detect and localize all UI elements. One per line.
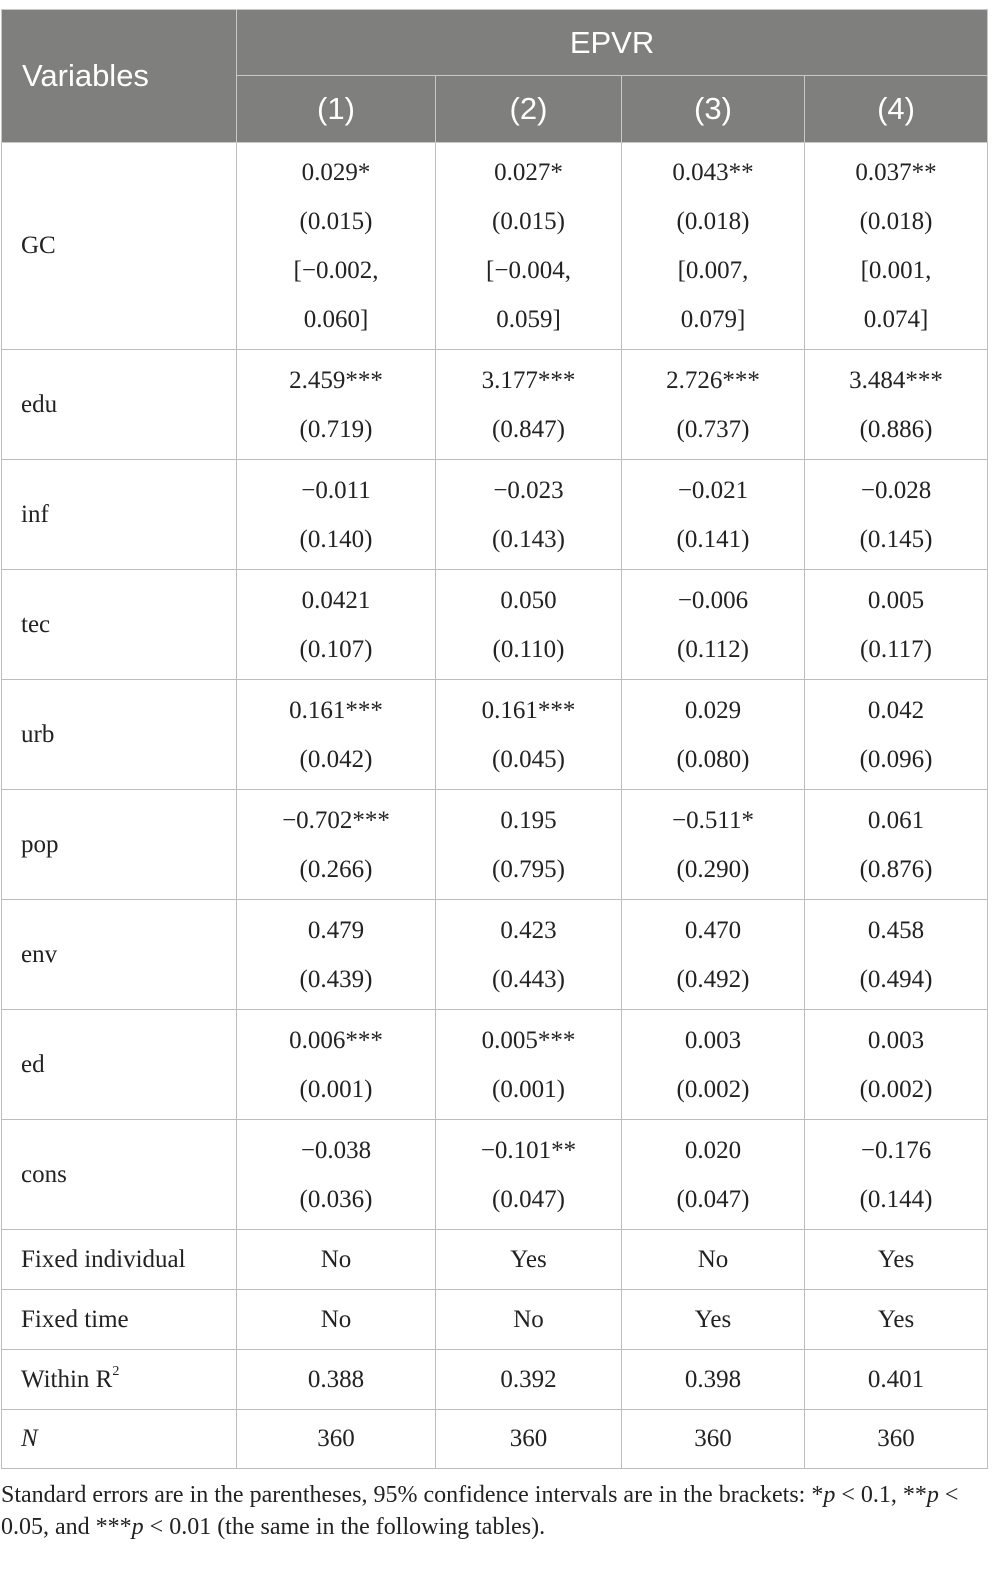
table-cell [622, 680, 805, 790]
standard-error: (0.036) [299, 1185, 373, 1213]
table-cell: 0.401 [805, 1350, 988, 1410]
coefficient: 0.043** [672, 159, 754, 186]
coefficient: 0.005*** [481, 1026, 576, 1054]
table-cell [805, 1010, 988, 1120]
row-label: tec [2, 570, 237, 680]
coefficient: −0.038 [300, 1136, 372, 1164]
confidence-interval-lower: [0.007, [677, 257, 749, 284]
group-header-epvr: EPVR [237, 10, 988, 76]
table-cell [622, 350, 805, 460]
table-cell [805, 680, 988, 790]
standard-error: (0.015) [492, 208, 565, 235]
table-cell [436, 143, 622, 350]
coefficient: 0.479 [307, 916, 365, 944]
footnote-p: p [131, 1514, 144, 1540]
coefficient: 0.423 [500, 916, 557, 944]
table-cell [622, 143, 805, 350]
row-label: edu [2, 350, 237, 460]
coefficient: 0.005 [867, 586, 925, 614]
table-row [2, 143, 988, 350]
confidence-interval-upper: 0.060] [303, 306, 369, 333]
table-cell [237, 1010, 436, 1120]
table-cell [237, 460, 436, 570]
table-cell [436, 900, 622, 1010]
regression-table [1, 9, 988, 1469]
standard-error: (0.141) [676, 525, 750, 553]
coefficient: 0.458 [867, 916, 925, 944]
row-label: Fixed time [2, 1290, 237, 1350]
coefficient: −0.028 [860, 476, 932, 504]
table-row [2, 350, 988, 460]
table-cell [237, 790, 436, 900]
table-cell [237, 1120, 436, 1230]
table-row [2, 570, 988, 680]
standard-error: (0.001) [299, 1075, 373, 1103]
coefficient: 0.037** [855, 159, 937, 186]
regression-table-container [1, 9, 987, 1469]
standard-error: (0.047) [492, 1185, 565, 1213]
standard-error: (0.001) [492, 1075, 565, 1103]
table-cell [436, 1010, 622, 1120]
standard-error: (0.096) [859, 745, 933, 773]
table-row [2, 1230, 988, 1290]
table-row [2, 1410, 988, 1469]
confidence-interval-upper: 0.074] [863, 306, 929, 333]
coefficient: 2.726*** [666, 366, 760, 394]
table-cell [436, 460, 622, 570]
coefficient: 0.042 [867, 696, 925, 724]
standard-error: (0.110) [492, 635, 565, 663]
table-cell [436, 570, 622, 680]
standard-error: (0.045) [492, 745, 565, 773]
standard-error: (0.847) [492, 415, 565, 443]
table-cell: Yes [805, 1290, 988, 1350]
column-header-2: (2) [436, 76, 622, 143]
table-cell: 0.392 [436, 1350, 622, 1410]
superscript: 2 [112, 1364, 120, 1380]
coefficient: 3.484*** [849, 366, 943, 394]
table-cell [622, 900, 805, 1010]
table-cell [805, 900, 988, 1010]
coefficient: 0.470 [684, 916, 742, 944]
table-cell: No [622, 1230, 805, 1290]
confidence-interval-upper: 0.059] [496, 306, 561, 333]
table-cell: 360 [805, 1410, 988, 1469]
coefficient: 0.003 [684, 1026, 742, 1054]
confidence-interval-lower: [0.001, [860, 257, 932, 284]
table-cell [805, 143, 988, 350]
table-cell: 0.388 [237, 1350, 436, 1410]
row-label: Fixed individual [2, 1230, 237, 1290]
table-body [2, 143, 988, 1469]
table-header [2, 10, 988, 143]
table-cell [805, 350, 988, 460]
coefficient: −0.511* [672, 806, 754, 834]
coefficient: 0.061 [867, 806, 925, 834]
table-cell [622, 1120, 805, 1230]
table-cell [237, 900, 436, 1010]
table-cell: No [436, 1290, 622, 1350]
coefficient: 0.029 [684, 696, 742, 724]
table-cell [805, 1120, 988, 1230]
standard-error: (0.795) [492, 855, 565, 883]
table-cell: Yes [805, 1230, 988, 1290]
coefficient: 0.161*** [481, 696, 576, 724]
row-label: env [2, 900, 237, 1010]
coefficient: 3.177*** [481, 366, 576, 394]
table-row [2, 900, 988, 1010]
table-cell [436, 350, 622, 460]
coefficient: 0.003 [867, 1026, 925, 1054]
coefficient: −0.011 [301, 476, 371, 504]
standard-error: (0.143) [492, 525, 565, 553]
coefficient: −0.021 [677, 476, 749, 504]
standard-error: (0.140) [299, 525, 373, 553]
table-row [2, 1290, 988, 1350]
row-label: N [2, 1410, 237, 1469]
table-cell [237, 680, 436, 790]
table-cell: 360 [622, 1410, 805, 1469]
coefficient: 0.0421 [301, 586, 371, 614]
standard-error: (0.876) [859, 855, 933, 883]
column-header-1: (1) [237, 76, 436, 143]
row-label [2, 1350, 237, 1410]
table-cell: 0.398 [622, 1350, 805, 1410]
table-cell [237, 143, 436, 350]
table-cell: No [237, 1230, 436, 1290]
coefficient: 0.020 [684, 1136, 742, 1164]
coefficient: 0.027* [494, 159, 563, 186]
standard-error: (0.266) [299, 855, 373, 883]
table-cell [805, 790, 988, 900]
standard-error: (0.002) [859, 1075, 933, 1103]
footnote-p: p [823, 1482, 836, 1508]
coefficient: 2.459*** [289, 366, 383, 394]
standard-error: (0.002) [676, 1075, 750, 1103]
column-header-4: (4) [805, 76, 988, 143]
row-label-text: Within R [21, 1365, 113, 1393]
confidence-interval-lower: [−0.004, [486, 257, 571, 284]
table-cell [622, 790, 805, 900]
standard-error: (0.080) [676, 745, 750, 773]
table-cell: Yes [622, 1290, 805, 1350]
coefficient: 0.161*** [289, 696, 383, 724]
footnote-text: < 0.05, and *** [1, 1482, 959, 1540]
variables-header: Variables [2, 10, 237, 143]
table-row [2, 790, 988, 900]
confidence-interval-upper: 0.079] [680, 306, 746, 333]
table-row [2, 460, 988, 570]
table-cell [237, 350, 436, 460]
standard-error: (0.886) [859, 415, 933, 443]
table-cell: 360 [436, 1410, 622, 1469]
coefficient: 0.006*** [289, 1026, 383, 1054]
standard-error: (0.117) [860, 635, 933, 663]
row-label: pop [2, 790, 237, 900]
table-row [2, 680, 988, 790]
table-footnote [1, 1479, 1001, 1543]
standard-error: (0.737) [676, 415, 750, 443]
table-row [2, 1010, 988, 1120]
table-cell [805, 570, 988, 680]
standard-error: (0.492) [676, 965, 750, 993]
table-cell [436, 680, 622, 790]
table-cell [622, 460, 805, 570]
coefficient: 0.195 [500, 806, 557, 834]
table-row [2, 1350, 988, 1410]
row-label: ed [2, 1010, 237, 1120]
standard-error: (0.494) [859, 965, 933, 993]
standard-error: (0.719) [299, 415, 373, 443]
coefficient: 0.050 [500, 586, 557, 614]
table-cell: No [237, 1290, 436, 1350]
coefficient: −0.702*** [282, 806, 390, 834]
footnote-text: Standard errors are in the parentheses, 95% confidence intervals are in the brackets: * [1, 1482, 824, 1508]
table-cell: 360 [237, 1410, 436, 1469]
coefficient: 0.029* [301, 159, 371, 186]
coefficient: −0.006 [677, 586, 749, 614]
table-cell [237, 570, 436, 680]
row-label: urb [2, 680, 237, 790]
table-cell [436, 1120, 622, 1230]
row-label: cons [2, 1120, 237, 1230]
footnote-text: < 0.01 (the same in the following tables). [143, 1514, 546, 1540]
standard-error: (0.112) [677, 635, 749, 663]
table-cell [622, 1010, 805, 1120]
coefficient: −0.101** [480, 1136, 577, 1164]
standard-error: (0.144) [859, 1185, 933, 1213]
table-cell: Yes [436, 1230, 622, 1290]
standard-error: (0.018) [859, 208, 933, 235]
table-cell [436, 790, 622, 900]
footnote-text: < 0.1, ** [835, 1482, 927, 1508]
row-label: GC [2, 143, 237, 350]
standard-error: (0.018) [676, 208, 750, 235]
row-label: inf [2, 460, 237, 570]
footnote-p: p [926, 1482, 939, 1508]
column-header-3: (3) [622, 76, 805, 143]
confidence-interval-lower: [−0.002, [293, 257, 379, 284]
coefficient: −0.023 [493, 476, 564, 504]
standard-error: (0.047) [676, 1185, 750, 1213]
standard-error: (0.145) [859, 525, 933, 553]
standard-error: (0.443) [492, 965, 565, 993]
standard-error: (0.015) [299, 208, 373, 235]
table-cell [805, 460, 988, 570]
standard-error: (0.290) [676, 855, 750, 883]
table-cell [622, 570, 805, 680]
coefficient: −0.176 [860, 1136, 932, 1164]
standard-error: (0.042) [299, 745, 373, 773]
standard-error: (0.439) [299, 965, 373, 993]
standard-error: (0.107) [299, 635, 373, 663]
table-row [2, 1120, 988, 1230]
